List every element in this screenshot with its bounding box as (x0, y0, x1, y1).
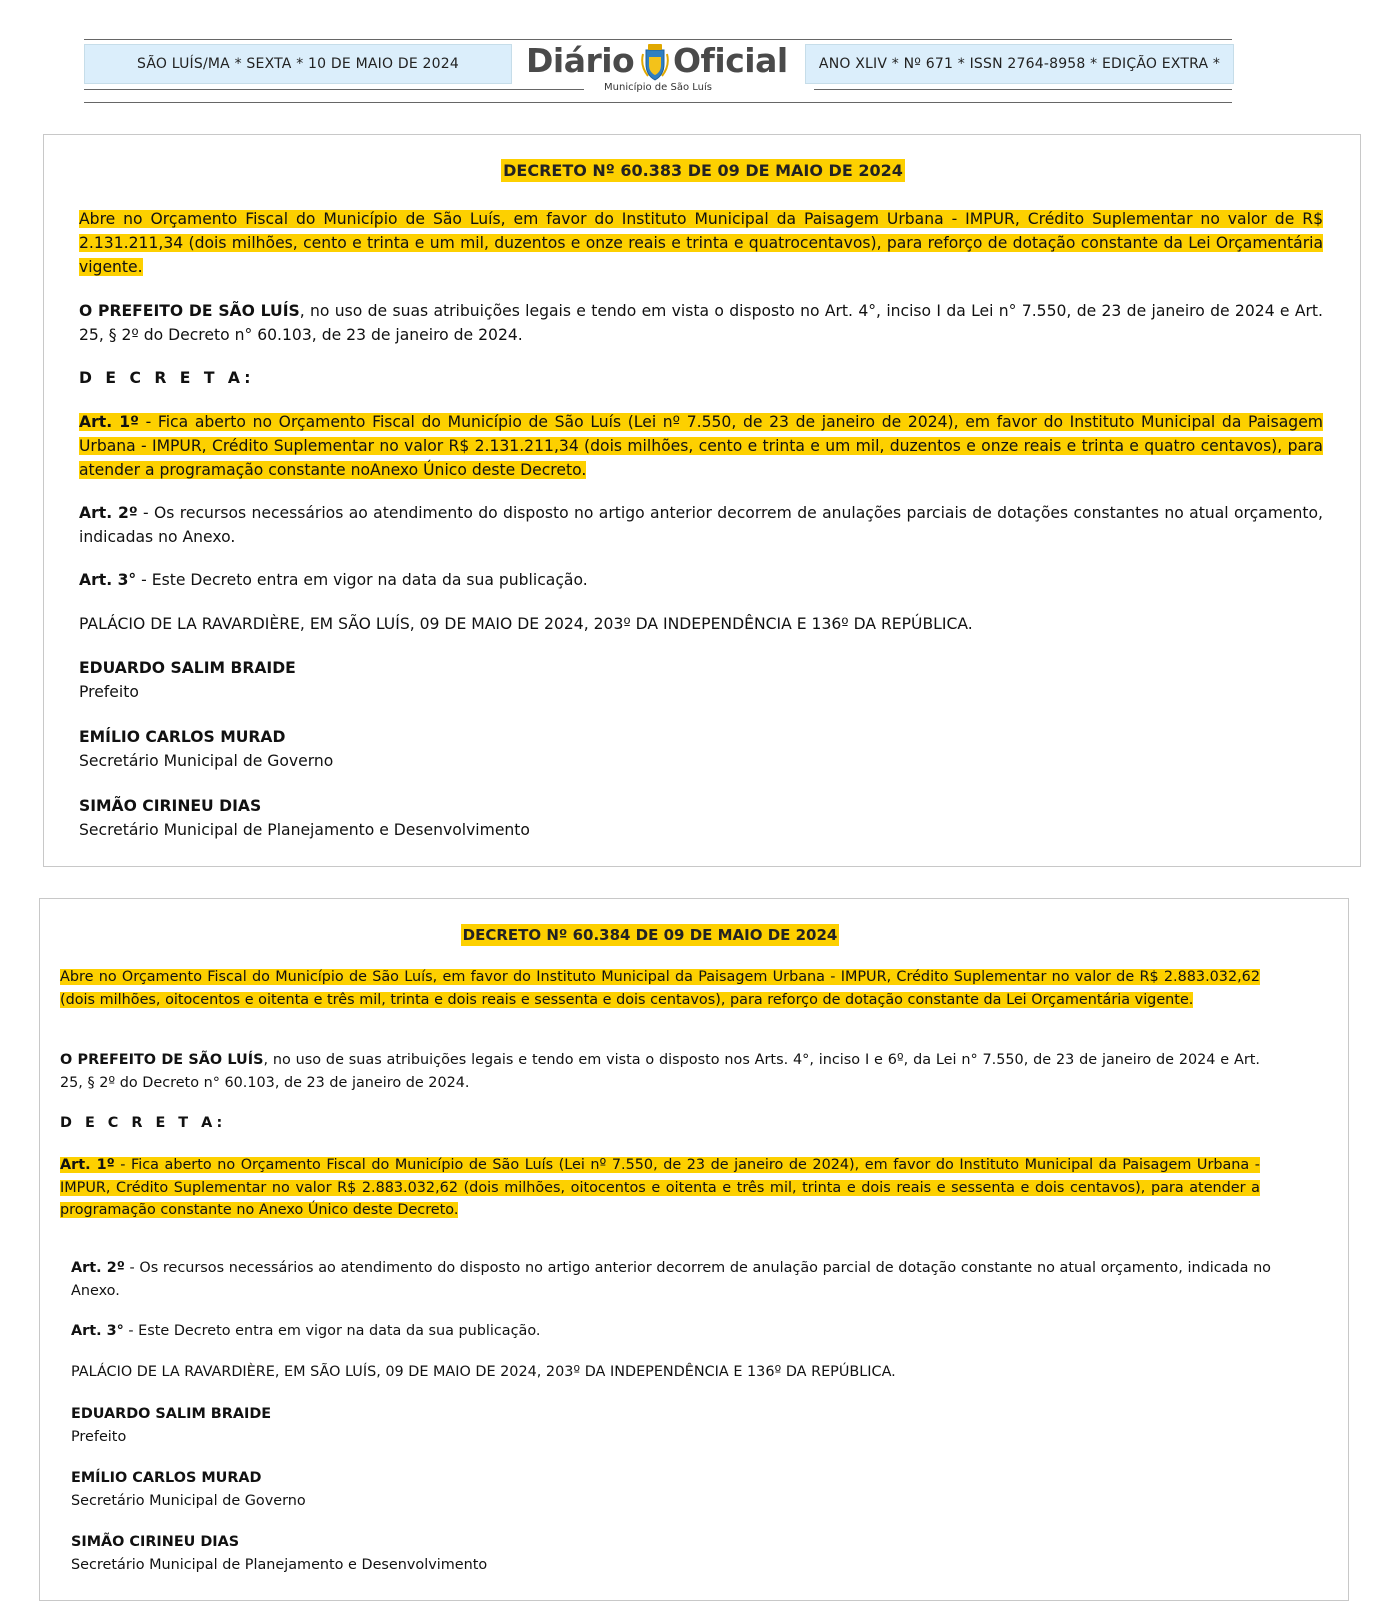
decree-ementa: Abre no Orçamento Fiscal do Município de São Luís, em favor do Instituto Municipal da Paisagem Urbana - IMPUR, Crédito Suplementar no valor de R$ 2.883.032,62 (dois milhões, oitocentos e oitenta e três mil, trinta e dois reais e sessenta e dois centavos), para reforço de dotação constante da Lei Orçamentária vigente. (60, 969, 1260, 1008)
masthead-bottom-rule (84, 102, 1232, 103)
article-1: Art. 1º - Fica aberto no Orçamento Fiscal do Município de São Luís (Lei nº 7.550, de 23 de janeiro de 2024), em favor do Instituto Municipal da Paisagem Urbana - IMPUR, Crédito Suplementar no valor R$ 2.883.032,62 (dois milhões, oitocentos e oitenta e três mil, trinta e dois reais e sessenta e dois centavos), para atender a programação constante no Anexo Único deste Decreto. (60, 1157, 1260, 1218)
article-3: Art. 3° - Este Decreto entra em vigor na data da sua publicação. (79, 571, 588, 589)
article-1: Art. 1º - Fica aberto no Orçamento Fiscal do Município de São Luís (Lei nº 7.550, de 23 de janeiro de 2024), em favor do Instituto Municipal da Paisagem Urbana - IMPUR, Crédito Suplementar no valor R$ 2.131.211,34 (dois milhões, cento e trinta e um mil, duzentos e onze reais e trinta e quatro centavos), para atender a programação constante noAnexo Único deste Decreto. (79, 413, 1323, 479)
signatory-2: EMÍLIO CARLOS MURAD Secretário Municipal de Governo (79, 728, 334, 770)
logo-word-oficial: Oficial (673, 41, 788, 80)
coat-of-arms-icon (640, 44, 670, 82)
decree-title: DECRETO Nº 60.383 DE 09 DE MAIO DE 2024 (503, 161, 903, 180)
signatory-1: EDUARDO SALIM BRAIDE Prefeito (71, 1406, 272, 1445)
article-2: Art. 2º - Os recursos necessários ao atendimento do disposto no artigo anterior decorrem de anulações parciais de dotações constantes no atual orçamento, indicadas no Anexo. (79, 504, 1323, 546)
decree-panel-60384 (39, 898, 1349, 1601)
signatory-3: SIMÃO CIRINEU DIAS Secretário Municipal de Planejamento e Desenvolvimento (71, 1534, 488, 1573)
masthead-top-rule (84, 39, 1232, 40)
decreta-heading: D E C R E T A: (60, 1115, 227, 1131)
signatory-1: EDUARDO SALIM BRAIDE Prefeito (79, 659, 296, 701)
closing-formula: PALÁCIO DE LA RAVARDIÈRE, EM SÃO LUÍS, 09 DE MAIO DE 2024, 203º DA INDEPENDÊNCIA E 136º DA REPÚBLICA. (79, 615, 973, 633)
decree-title: DECRETO Nº 60.384 DE 09 DE MAIO DE 2024 (462, 926, 838, 944)
masthead-edition: ANO XLIV * Nº 671 * ISSN 2764-8958 * EDIÇÃO EXTRA * (805, 44, 1234, 84)
decreta-heading: D E C R E T A: (79, 369, 255, 387)
signatory-2: EMÍLIO CARLOS MURAD Secretário Municipal de Governo (71, 1470, 306, 1509)
masthead-date: SÃO LUÍS/MA * SEXTA * 10 DE MAIO DE 2024 (84, 44, 512, 84)
decree-panel-60383 (43, 134, 1361, 867)
logo-subtitle: Município de São Luís (604, 82, 712, 93)
signatory-3: SIMÃO CIRINEU DIAS Secretário Municipal de Planejamento e Desenvolvimento (79, 797, 530, 839)
closing-formula: PALÁCIO DE LA RAVARDIÈRE, EM SÃO LUÍS, 09 DE MAIO DE 2024, 203º DA INDEPENDÊNCIA E 136º DA REPÚBLICA. (71, 1364, 896, 1380)
masthead-rule-left (84, 89, 584, 90)
article-2: Art. 2º - Os recursos necessários ao atendimento do disposto no artigo anterior decorrem de anulação parcial de dotação constante no atual orçamento, indicada no Anexo. (71, 1260, 1271, 1299)
decree-preamble: O PREFEITO DE SÃO LUÍS, no uso de suas atribuições legais e tendo em vista o disposto nos Arts. 4°, inciso I e 6º, da Lei n° 7.550, de 23 de janeiro de 2024 e Art. 25, § 2º do Decreto n° 60.103, de 23 de janeiro de 2024. (60, 1052, 1260, 1091)
diario-oficial-logo (526, 41, 790, 101)
masthead (84, 39, 1232, 105)
decree-ementa: Abre no Orçamento Fiscal do Município de São Luís, em favor do Instituto Municipal da Paisagem Urbana - IMPUR, Crédito Suplementar no valor de R$ 2.131.211,34 (dois milhões, cento e trinta e um mil, duzentos e onze reais e trinta e quatrocentavos), para reforço de dotação constante da Lei Orçamentária vigente. (79, 210, 1323, 276)
article-3: Art. 3° - Este Decreto entra em vigor na data da sua publicação. (71, 1323, 541, 1339)
logo-word-diario: Diário (526, 41, 635, 80)
decree-preamble: O PREFEITO DE SÃO LUÍS, no uso de suas atribuições legais e tendo em vista o disposto no Art. 4°, inciso I da Lei n° 7.550, de 23 de janeiro de 2024 e Art. 25, § 2º do Decreto n° 60.103, de 23 de janeiro de 2024. (79, 302, 1323, 344)
masthead-rule-right (814, 89, 1232, 90)
